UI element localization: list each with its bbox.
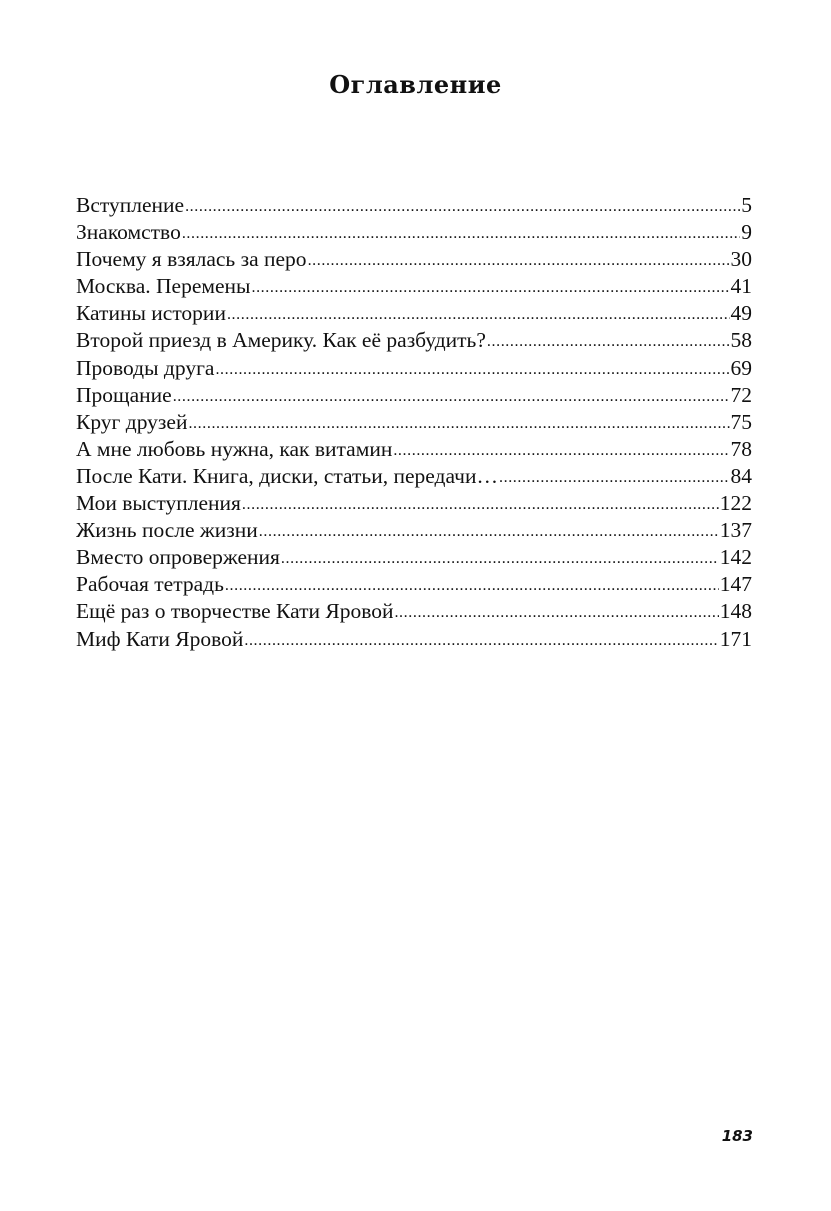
toc-entry xyxy=(76,571,752,598)
toc-entry xyxy=(76,598,752,625)
toc-entry xyxy=(76,382,752,409)
toc-entry-page-number: 58 xyxy=(730,328,752,353)
toc-entry-title: Катины истории xyxy=(76,301,226,326)
toc-dot-leader xyxy=(487,328,730,355)
toc-entry xyxy=(76,246,752,273)
toc-entry-title: Второй приезд в Америку. Как её разбудить? xyxy=(76,328,486,353)
toc-entry xyxy=(76,409,752,436)
toc-dot-leader xyxy=(188,410,729,437)
toc-entry-title: А мне любовь нужна, как витамин xyxy=(76,436,393,461)
toc-entry xyxy=(76,273,752,300)
toc-entry-title: Мои выступления xyxy=(76,491,241,516)
toc-dot-leader xyxy=(215,356,729,383)
toc-entry xyxy=(76,544,752,571)
toc-entry-title: Проводы друга xyxy=(76,355,215,380)
toc-entry-title: Круг друзей xyxy=(76,409,188,434)
toc-dot-leader xyxy=(394,599,718,626)
toc-entry xyxy=(76,219,752,246)
toc-entry-title: Ещё раз о творчестве Кати Яровой xyxy=(76,599,394,624)
toc-entry-page-number: 5 xyxy=(741,193,752,217)
toc-dot-leader xyxy=(173,383,730,410)
toc-dot-leader xyxy=(185,193,740,220)
toc-entry-page-number: 147 xyxy=(719,572,752,597)
toc-entry-page-number: 137 xyxy=(719,518,752,543)
toc-entry-page-number: 84 xyxy=(730,463,752,488)
toc-entry-page-number: 78 xyxy=(730,436,752,461)
toc-entry-page-number: 122 xyxy=(719,491,752,516)
toc-entry xyxy=(76,463,752,490)
toc-dot-leader xyxy=(227,301,730,328)
toc-entry-page-number: 49 xyxy=(730,301,752,326)
toc-entry-title: Рабочая тетрадь xyxy=(76,572,224,597)
toc-entry xyxy=(76,355,752,382)
toc-dot-leader xyxy=(242,491,719,518)
toc-dot-leader xyxy=(182,220,740,247)
toc-entry-title: Прощание xyxy=(76,382,172,407)
toc-entry-title: Миф Кати Яровой xyxy=(76,626,244,651)
toc-entry-page-number: 171 xyxy=(719,626,752,651)
toc-entry-title: Вступление xyxy=(76,193,185,217)
toc-entry xyxy=(76,300,752,327)
toc-entry xyxy=(76,490,752,517)
toc-entry-page-number: 142 xyxy=(719,545,752,570)
toc-entry-page-number: 148 xyxy=(719,599,752,624)
toc-entry-page-number: 30 xyxy=(730,247,752,272)
toc-entry-page-number: 69 xyxy=(730,355,752,380)
page-title: Оглавление xyxy=(329,70,502,99)
page-number: 183 xyxy=(721,1127,753,1145)
toc-dot-leader xyxy=(259,518,719,545)
toc-dot-leader xyxy=(308,247,730,274)
toc-dot-leader xyxy=(244,627,718,654)
toc-entry-title: Почему я взялась за перо xyxy=(76,247,307,272)
toc-dot-leader xyxy=(225,572,719,599)
table-of-contents xyxy=(76,192,752,653)
toc-entry-title: Знакомство xyxy=(76,220,181,245)
toc-entry-page-number: 72 xyxy=(730,382,752,407)
toc-dot-leader xyxy=(499,464,730,491)
toc-entry xyxy=(76,436,752,463)
toc-entry-title: Москва. Перемены xyxy=(76,274,251,299)
toc-entry-page-number: 9 xyxy=(741,220,752,245)
toc-entry-title: Вместо опровержения xyxy=(76,545,280,570)
toc-dot-leader xyxy=(281,545,719,572)
toc-entry-page-number: 41 xyxy=(730,274,752,299)
toc-dot-leader xyxy=(251,274,729,301)
toc-entry xyxy=(76,626,752,653)
toc-entry-title: Жизнь после жизни xyxy=(76,518,258,543)
toc-dot-leader xyxy=(393,437,729,464)
toc-entry-title: После Кати. Книга, диски, статьи, передачи… xyxy=(76,463,498,488)
toc-entry xyxy=(76,192,752,219)
toc-entry xyxy=(76,327,752,354)
toc-entry-page-number: 75 xyxy=(730,409,752,434)
toc-entry xyxy=(76,517,752,544)
